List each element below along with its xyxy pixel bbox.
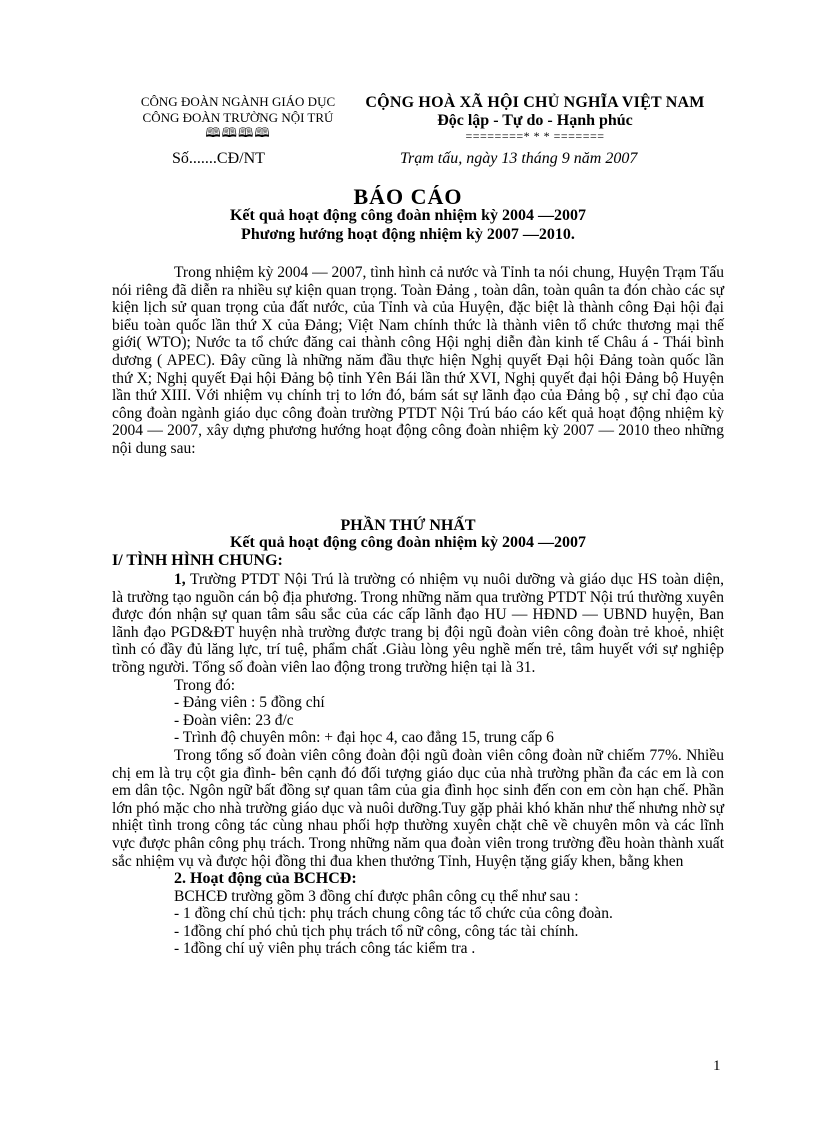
intro-paragraph: Trong nhiệm kỳ 2004 — 2007, tình hình cả nước và Tỉnh ta nói chung, Huyện Trạm Tấu nói riêng đã diễn ra nhiều sự kiện quan trọng. Toàn Đảng , toàn dân, toàn quân ta đón chào các sự kiện lịch sử quan trọng của đất nước, của Tỉnh và của Huyện, đặc biệt là thành công Đại hội đại biểu toàn quốc lần thứ X của Đảng; Việt Nam chính thức là thành viên tổ chức thương mại thế giới( WTO); Nước ta tổ chức đăng cai thành công Hội nghị diễn đàn kinh tế Châu á - Thái bình dương ( APEC). Đây cũng là những năm đầu thực hiện Nghị quyết Đại hội Đảng toàn quốc lần thứ X; Nghị quyết Đại hội Đảng bộ tỉnh Yên Bái lần thứ XVI, Nghị quyết đại hội Đảng bộ Huyện lần thứ XIII. Với nhiệm vụ chính trị to lớn đó, bám sát sự lãnh đạo của Đảng bộ , sự chỉ đạo của công đoàn ngành giáo dục công đoàn trường PTDT Nội Trú báo cáo kết quả hoạt động nhiệm kỳ 2004 — 2007, xây dựng phương hướng hoạt động công đoàn nhiệm kỳ 2007 — 2010 theo những nội dung sau: bbox=[112, 264, 724, 457]
section-general-situation: I/ TÌNH HÌNH CHUNG: bbox=[112, 552, 283, 569]
list-item: - Đoàn viên: 23 đ/c bbox=[174, 711, 294, 729]
national-header bbox=[360, 94, 710, 143]
part-one-body bbox=[112, 571, 724, 958]
page-number: 1 bbox=[713, 1058, 721, 1074]
document-date: Trạm tấu, ngày 13 tháng 9 năm 2007 bbox=[400, 150, 638, 167]
part-one-subtitle: Kết quả hoạt động công đoàn nhiệm kỳ 2004 —2007 bbox=[229, 534, 587, 551]
union-header bbox=[118, 94, 358, 140]
list-item: - 1đồng chí phó chủ tịch phụ trách tổ nữ công, công tác tài chính. bbox=[174, 922, 579, 940]
union-name-line2: CÔNG ĐOÀN TRƯỜNG NỘI TRÚ bbox=[142, 110, 334, 125]
national-motto: Độc lập - Tự do - Hạnh phúc bbox=[437, 112, 633, 129]
list-item: - 1 đồng chí chủ tịch: phụ trách chung công tác tổ chức của công đoàn. bbox=[174, 905, 613, 923]
trong-do-label: Trong đó: bbox=[174, 676, 236, 694]
header-rule: ========* * * ======= bbox=[465, 129, 605, 143]
part-one-title: PHẦN THỨ NHẤT bbox=[340, 517, 476, 534]
item-1-paragraph bbox=[112, 571, 724, 677]
document-subtitle-2: Phương hướng hoạt động nhiệm kỳ 2007 —2010. bbox=[241, 226, 575, 243]
country-name: CỘNG HOÀ XÃ HỘI CHỦ NGHĨA VIỆT NAM bbox=[365, 94, 705, 111]
item-1-text: Trường PTDT Nội Trú là trường có nhiệm vụ nuôi dưỡng và giáo dục HS toàn diện, là trường tạo nguồn cán bộ địa phương. Trong những năm qua trường PTDT Nội trú thường xuyên được đón nhận sự quan tâm sâu sắc của các cấp lãnh đạo HU — HĐND — UBND huyện, Ban lãnh đạo PGD&ĐT huyện nhà trường được trang bị đội ngũ đoàn viên công đoàn trẻ khoẻ, nhiệt tình có đầy đủ lăng lực, trí tuệ, phẩm chất .Giàu lòng yêu nghề mến trẻ, tâm huyết với sự nghiệp trồng người. Tổng số đoàn viên lao động trong trường hiện tại là 31. bbox=[112, 571, 724, 676]
document-title: BÁO CÁO bbox=[353, 184, 463, 209]
list-item: - 1đồng chí uỷ viên phụ trách công tác kiểm tra . bbox=[174, 940, 476, 958]
list-item: - Đảng viên : 5 đồng chí bbox=[174, 694, 325, 712]
item-1-label: 1, bbox=[174, 571, 186, 588]
book-ornament-icon: 🕮🕮🕮🕮 bbox=[205, 125, 271, 140]
paragraph-2: Trong tổng số đoàn viên công đoàn đội ngũ đoàn viên công đoàn nữ chiếm 77%. Nhiều chị em là trụ cột gia đình- bên cạnh đó đối tượng giáo dục của nhà trường phần đa các em là con em dân tộc. Ngôn ngữ bất đồng sự quan tâm của gia đình học sinh đến con em còn hạn chế. Phần lớn phó mặc cho nhà trường giáo dục và nuôi dưỡng.Tuy gặp phải khó khăn như thế nhưng nhờ sự nhiệt tình trong công tác cùng nhau phối hợp thường xuyên chặt chẽ về chuyên môn và các lĩnh vực được phân công phụ trách. Trong những năm qua đoàn viên trong trường đều hoàn thành xuất sắc nhiệm vụ và được hội đồng thi đua khen thưởng Tỉnh, Huyện tặng giấy khen, bằng khen bbox=[112, 746, 724, 870]
document-subtitle-1: Kết quả hoạt động công đoàn nhiệm kỳ 2004 —2007 bbox=[229, 207, 587, 224]
section-bchcd-intro: BCHCĐ trường gồm 3 đồng chí được phân công cụ thể như sau : bbox=[174, 887, 579, 905]
list-item: - Trình độ chuyên môn: + đại học 4, cao đẳng 15, trung cấp 6 bbox=[174, 729, 554, 747]
union-name-line1: CÔNG ĐOÀN NGÀNH GIÁO DỤC bbox=[140, 94, 336, 109]
section-bchcd-heading: 2. Hoạt động của BCHCĐ: bbox=[174, 870, 357, 888]
document-number: Số.......CĐ/NT bbox=[172, 150, 265, 167]
